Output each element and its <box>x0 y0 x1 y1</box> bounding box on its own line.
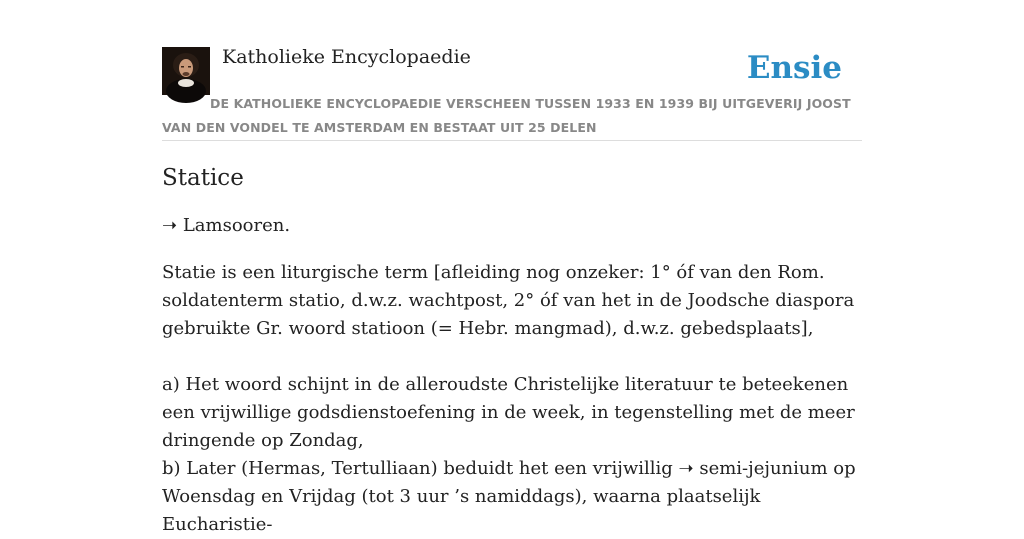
portrait-icon <box>162 47 210 95</box>
article-title: Statice <box>162 165 244 191</box>
arrow-right-icon: ➝ <box>162 215 178 236</box>
point-b-text-after: op Woensdag en Vrijdag (tot 3 uur ’s namiddags), waarna plaatselijk Eucharistie- <box>162 458 856 535</box>
see-also-line <box>162 212 862 240</box>
paragraph-point-b <box>162 455 862 539</box>
see-also-suffix: . <box>284 215 291 236</box>
site-header <box>162 44 862 141</box>
article-content <box>162 160 862 539</box>
arrow-right-icon: ➝ <box>678 458 694 479</box>
see-also-link[interactable]: Lamsooren <box>182 215 285 236</box>
portrait-avatar[interactable] <box>162 47 210 95</box>
paragraph-intro: Statie is een liturgische term [afleiding nog onzeker: 1° óf van den Rom. soldatenterm statio, d.w.z. wachtpost, 2° óf van het in de Joodsche diaspora gebruikte Gr. woord statioon (= Hebr. mangmad), d.w.z. gebedsplaats], <box>162 262 855 339</box>
article-body <box>162 259 862 539</box>
paragraph-point-a: a) Het woord schijnt in de alleroudste Christelijke literatuur te beteekenen een vrijwillige godsdienstoefening in de week, in tegenstelling met de meer dringende op Zondag, <box>162 374 855 451</box>
semi-jejunium-link[interactable]: semi-jejunium <box>693 458 828 479</box>
site-tagline: DE KATHOLIEKE ENCYCLOPAEDIE VERSCHEEN TUSSEN 1933 EN 1939 BIJ UITGEVERIJ JOOST VAN DEN VONDEL TE AMSTERDAM EN BESTAAT UIT 25 DELEN <box>162 96 851 135</box>
point-b-text-before: b) Later (Hermas, Tertulliaan) beduidt het een vrijwillig <box>162 458 679 479</box>
site-title-link[interactable]: Katholieke Encyclopaedie <box>222 46 471 68</box>
paragraph-spacer <box>162 343 862 371</box>
ensie-logo-link[interactable]: Ensie <box>746 50 842 86</box>
